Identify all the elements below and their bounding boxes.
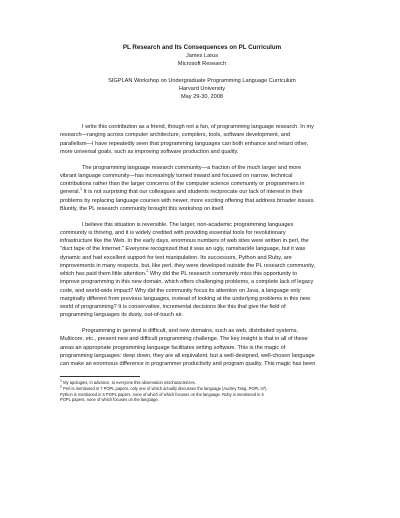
paragraph-text: It is not surprising that our colleagues and students reciprocate our lack of interest in their: [82, 189, 303, 196]
paragraph-line: programming languages its dusty, out-of-touch air.: [60, 312, 183, 319]
author-affiliation: Microsoft Research: [177, 61, 227, 68]
workshop-name: SIGPLAN Workshop on Undergraduate Programming Language Curriculum: [108, 77, 296, 84]
footnote-text: Perl is mentioned in 7 POPL papers, only one of which actually discusses the language (Audrey Tang, POPL 07).: [62, 386, 268, 392]
paragraph-line: I believe this situation is reversible. The larger, non-academic programming languages: [82, 221, 294, 228]
footnote-ref-2[interactable]: 2: [146, 269, 149, 274]
paragraph-line-with-footnote: [60, 270, 344, 278]
body-gap: [60, 101, 344, 123]
footnote-mark: 2: [60, 384, 62, 389]
paragraph-line: areas an appropriate programming language facilitates writing software. This is the magic of: [60, 344, 286, 351]
paragraph-text: which has paid them little attention.: [60, 271, 147, 278]
paragraph-line: Multicore, etc., present new and difficult programming challenge. The key insight is that in all of these: [60, 336, 308, 343]
footnote-text: My apologies, in advance, to everyone this observation mischaracterizes.: [62, 380, 196, 386]
header-gap: [60, 69, 344, 77]
paragraph-line: parallelism—I have repeatedly seen that programming languages can both enhance and retard other,: [60, 140, 309, 147]
footnote-text: Python is mentioned in 6 POPL papers, none of which of which focuses on the language. Ruby is mentioned in 5: [60, 391, 264, 397]
venue-name: Harvard University: [178, 85, 225, 92]
paragraph-line: contributions rather than the larger concerns of the computer science community or programmers in: [60, 181, 305, 188]
paragraph-line: “duct tape of the Internet.” Everyone recognized that it was an ugly, ramshackle language, but it was: [60, 246, 306, 253]
paragraph-line: code, and world-wide impact? Why did the community focus its attention on Java, a language only: [60, 287, 301, 294]
paragraph-line: community is thriving, and it is widely credited with providing essential tools for revolutionary: [60, 229, 286, 236]
paragraph-line: marginally different from previous languages, instead of looking at the underlying problems in this new: [60, 295, 310, 302]
paragraph-line: more universal goals, such as improving software production and quality.: [60, 148, 239, 155]
footnote-divider: [60, 376, 140, 377]
paragraph-line: Bluntly, the PL research community brought this workshop on itself.: [60, 205, 225, 212]
paragraph-line: infrastructure like the Web. In the early days, enormous numbers of web sites were written in perl, the: [60, 238, 309, 245]
paragraph-text: general.: [60, 189, 81, 196]
paragraph-line: world of programming? It is conservative, incremental decisions like this that give the field of: [60, 304, 286, 311]
footnote-2-continued: [60, 397, 344, 403]
paragraph-line: Programming in general is difficult, and new domains, such as web, distributed systems,: [82, 328, 299, 335]
paragraph-2: [60, 164, 344, 214]
paragraph-line: dynamic and had excellent support for text manipulation. Its successors, Python and Ruby, are: [60, 254, 292, 261]
paragraph-line: The programming language research community—a fraction of the much larger and more: [82, 164, 302, 171]
paragraph-line: can make an enormous difference in programmer productivity and program quality. This magic has been: [60, 361, 316, 368]
paragraph-4: [60, 327, 344, 368]
paragraph-1: [60, 123, 344, 156]
paragraph-line-with-footnote: [60, 188, 344, 196]
author-name: James Larus: [185, 53, 219, 60]
paragraph-line: problems by replacing language courses with newer, more exciting offering that address broader issues.: [60, 197, 315, 204]
paragraph-line: improve programming in this new domain, which offers challenging problems, a complete lack of legacy: [60, 279, 314, 286]
footnote-ref-1[interactable]: 1: [80, 187, 83, 192]
paragraph-text: Why did the PL research community miss this opportunity to: [148, 271, 298, 278]
paragraph-line: programming languages: deep down, they are all equivalent, but a well-designed, well-chosen language: [60, 352, 315, 359]
paragraph-3: [60, 221, 344, 320]
paper-title: PL Research and Its Consequences on PL Curriculum: [122, 44, 282, 51]
paragraph-line: I write this contribution as a friend, though not a fan, of programming language research. In my: [82, 124, 314, 131]
footnote-mark: 1: [60, 379, 62, 384]
paragraph-line: research—ranging across computer architecture, compilers, tools, software development, and: [60, 132, 290, 139]
paragraph-line: vibrant language community—has increasingly turned inward and focused on narrow, technical: [60, 172, 293, 179]
event-date: May 29-30, 2008: [181, 94, 223, 101]
paragraph-line: improvements in many respects, but, like perl, they were developed outside the PL research community,: [60, 262, 315, 269]
footnote-text: POPL papers, none of which focuses on the language.: [60, 397, 159, 403]
header-block: [60, 44, 344, 101]
